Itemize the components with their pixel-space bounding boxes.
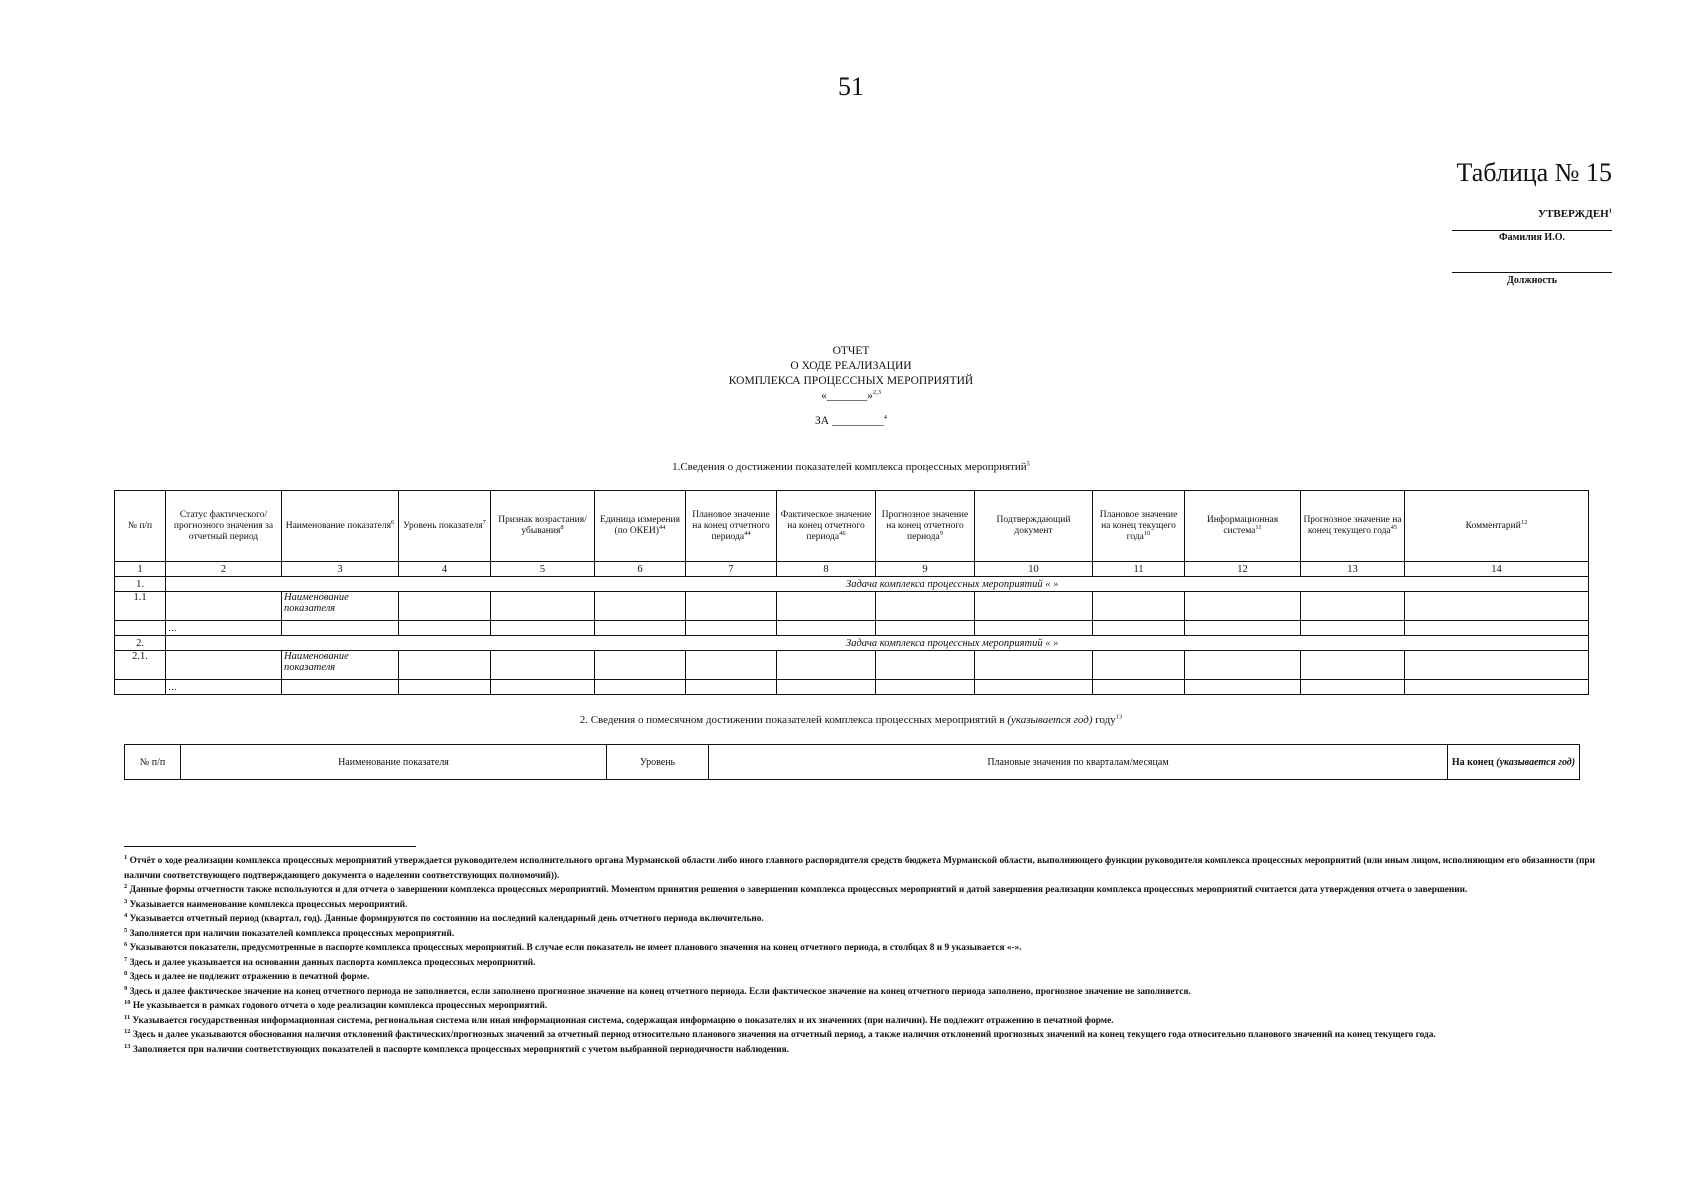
monthly-indicators-table — [124, 744, 1580, 780]
footnote: $^8$ Здесь и далее не подлежит отражению в печатной форме. — [124, 969, 370, 982]
column-number: 13 — [1301, 562, 1405, 577]
table-header-row — [125, 745, 1580, 780]
header-cell: Информационная система$^{11}$ — [1185, 491, 1301, 562]
header-cell: № п/п — [115, 491, 166, 562]
footnote: $^{13}$ Заполняется при наличии соответствующих показателей в паспорте комплекса процессных мероприятий с учетом выбранной периодичности наблюдения. — [124, 1042, 789, 1055]
column-number: 7 — [686, 562, 777, 577]
report-title: ОТЧЕТ О ХОДЕ РЕАЛИЗАЦИИ КОМПЛЕКСА ПРОЦЕССНЫХ МЕРОПРИЯТИЙ «_______»$^{2,3}$ ЗА _________$^4$ — [728, 345, 974, 427]
header-cell: Плановые значения по кварталам/месяцам — [709, 745, 1448, 780]
footnotes — [124, 854, 1614, 1057]
header-cell: Уровень — [607, 745, 709, 780]
column-number: 4 — [399, 562, 491, 577]
footnote: $^{10}$ Не указывается в рамках годового отчета о ходе реализации комплекса процессных мероприятий. — [124, 998, 548, 1011]
row-number: 1.1 — [115, 592, 166, 621]
header-cell: Прогнозное значение на конец отчетного периода$^9$ — [876, 491, 975, 562]
task-row — [115, 577, 1589, 592]
header-cell: Комментарий$^{12}$ — [1405, 491, 1589, 562]
row-number: 2.1. — [115, 651, 166, 680]
header-cell: Признак возрастания/ убывания$^8$ — [491, 491, 595, 562]
footnote: $^2$ Данные формы отчетности также используются и для отчета о завершении комплекса процессных мероприятий. Моментом принятия решения о завершении комплекса процессных мероприятий и датой завершения реализации комплекса процессных мероприятий считается дата утверждения отчета о завершении. — [124, 882, 1468, 895]
task-title: Задача комплекса процессных мероприятий « » — [166, 636, 1589, 651]
header-cell: Подтверждающий документ — [975, 491, 1093, 562]
indicator-name: Наименование показателя — [282, 592, 399, 621]
task-row — [115, 636, 1589, 651]
ellipsis-cell: … — [166, 621, 282, 636]
footnote: $^5$ Заполняется при наличии показателей комплекса процессных мероприятий. — [124, 926, 455, 939]
column-number: 8 — [777, 562, 876, 577]
footnote: $^4$ Указывается отчетный период (квартал, год). Данные формируются по состоянию на последний календарный день отчетного периода включительно. — [124, 911, 764, 924]
column-number: 1 — [115, 562, 166, 577]
header-cell: Статус фактического/ прогнозного значения за отчетный период — [166, 491, 282, 562]
table-row — [115, 621, 1589, 636]
column-number: 12 — [1185, 562, 1301, 577]
header-cell: Плановое значение на конец текущего года$^{10}$ — [1093, 491, 1185, 562]
header-cell: Наименование показателя — [181, 745, 607, 780]
table-row — [115, 592, 1589, 621]
header-cell: Прогнозное значение на конец текущего года$^{45}$ — [1301, 491, 1405, 562]
footnote: $^{12}$ Здесь и далее указываются обоснования наличия отклонений фактических/прогнозных значений за отчетный период относительно планового значения на отчетный период, а также наличия отклонений прогнозных значений на конец текущего года относительно планового значений на конец текущего года. — [124, 1027, 1436, 1040]
column-number: 5 — [491, 562, 595, 577]
header-cell: Уровень показателя$^7$ — [399, 491, 491, 562]
footnote-separator — [124, 846, 416, 847]
approved-label: УТВЕРЖДЕН$^1$ — [1537, 207, 1612, 220]
footnote: $^9$ Здесь и далее фактическое значение на конец отчетного периода не заполняется, если заполнено прогнозное значение на конец отчетного периода. Если фактическое значение на конец отчетного периода заполнено, прогнозное значение не заполняется. — [124, 984, 1191, 997]
name-signature-line — [1452, 230, 1612, 231]
header-cell: № п/п — [125, 745, 181, 780]
header-cell: Фактическое значение на конец отчетного периода$^{46}$ — [777, 491, 876, 562]
footnote: $^3$ Указывается наименование комплекса процессных мероприятий. — [124, 897, 408, 910]
header-cell: Наименование показателя$^6$ — [282, 491, 399, 562]
section2-title: 2. Сведения о помесячном достижении показателей комплекса процессных мероприятий в (указывается год) году$^{13}$ — [579, 713, 1123, 726]
table-row — [115, 651, 1589, 680]
header-cell: На конец (указывается год) — [1448, 745, 1580, 780]
task-number: 2. — [115, 636, 166, 651]
footnote: $^1$ Отчёт о ходе реализации комплекса процессных мероприятий утверждается руководителем исполнительного органа Мурманской области либо иного главного распорядителя средств бюджета Мурманской области, выполняющего функции руководителя комплекса процессных мероприятий (или иным лицом, исполняющим его обязанности (при наличии соответствующего подтверждающего документа о наделении соответствующих полномочий)). — [124, 853, 1595, 881]
name-label: Фамилия И.О. — [1498, 232, 1565, 243]
footnote: $^7$ Здесь и далее указывается на основании данных паспорта комплекса процессных мероприятий. — [124, 955, 536, 968]
column-number: 6 — [595, 562, 686, 577]
page-number: 51 — [838, 72, 864, 101]
section1-title: 1.Сведения о достижении показателей комплекса процессных мероприятий$^5$ — [672, 460, 1030, 473]
table-number: Таблица № 15 — [1456, 158, 1612, 187]
header-cell: Единица измерения (по ОКЕИ)$^{44}$ — [595, 491, 686, 562]
column-number: 9 — [876, 562, 975, 577]
position-label: Должность — [1506, 275, 1557, 286]
ellipsis-cell: … — [166, 680, 282, 695]
footnote: $^6$ Указываются показатели, предусмотренные в паспорте комплекса процессных мероприятий. В случае если показатель не имеет планового значения на конец отчетного периода, в столбцах 8 и 9 указывается «-». — [124, 940, 1022, 953]
column-number: 2 — [166, 562, 282, 577]
column-number: 3 — [282, 562, 399, 577]
indicators-table — [114, 490, 1589, 695]
task-title: Задача комплекса процессных мероприятий « » — [166, 577, 1589, 592]
table-row — [115, 680, 1589, 695]
column-number-row — [115, 562, 1589, 577]
column-number: 10 — [975, 562, 1093, 577]
table-header-row — [115, 491, 1589, 562]
task-number: 1. — [115, 577, 166, 592]
column-number: 14 — [1405, 562, 1589, 577]
footnote: $^{11}$ Указывается государственная информационная система, региональная система или иная информационная система, содержащая информацию о показателях и их значениях (при наличии). Не подлежит отражению в печатной форме. — [124, 1013, 1114, 1026]
header-cell: Плановое значение на конец отчетного периода$^{44}$ — [686, 491, 777, 562]
column-number: 11 — [1093, 562, 1185, 577]
indicator-name: Наименование показателя — [282, 651, 399, 680]
position-signature-line — [1452, 272, 1612, 273]
